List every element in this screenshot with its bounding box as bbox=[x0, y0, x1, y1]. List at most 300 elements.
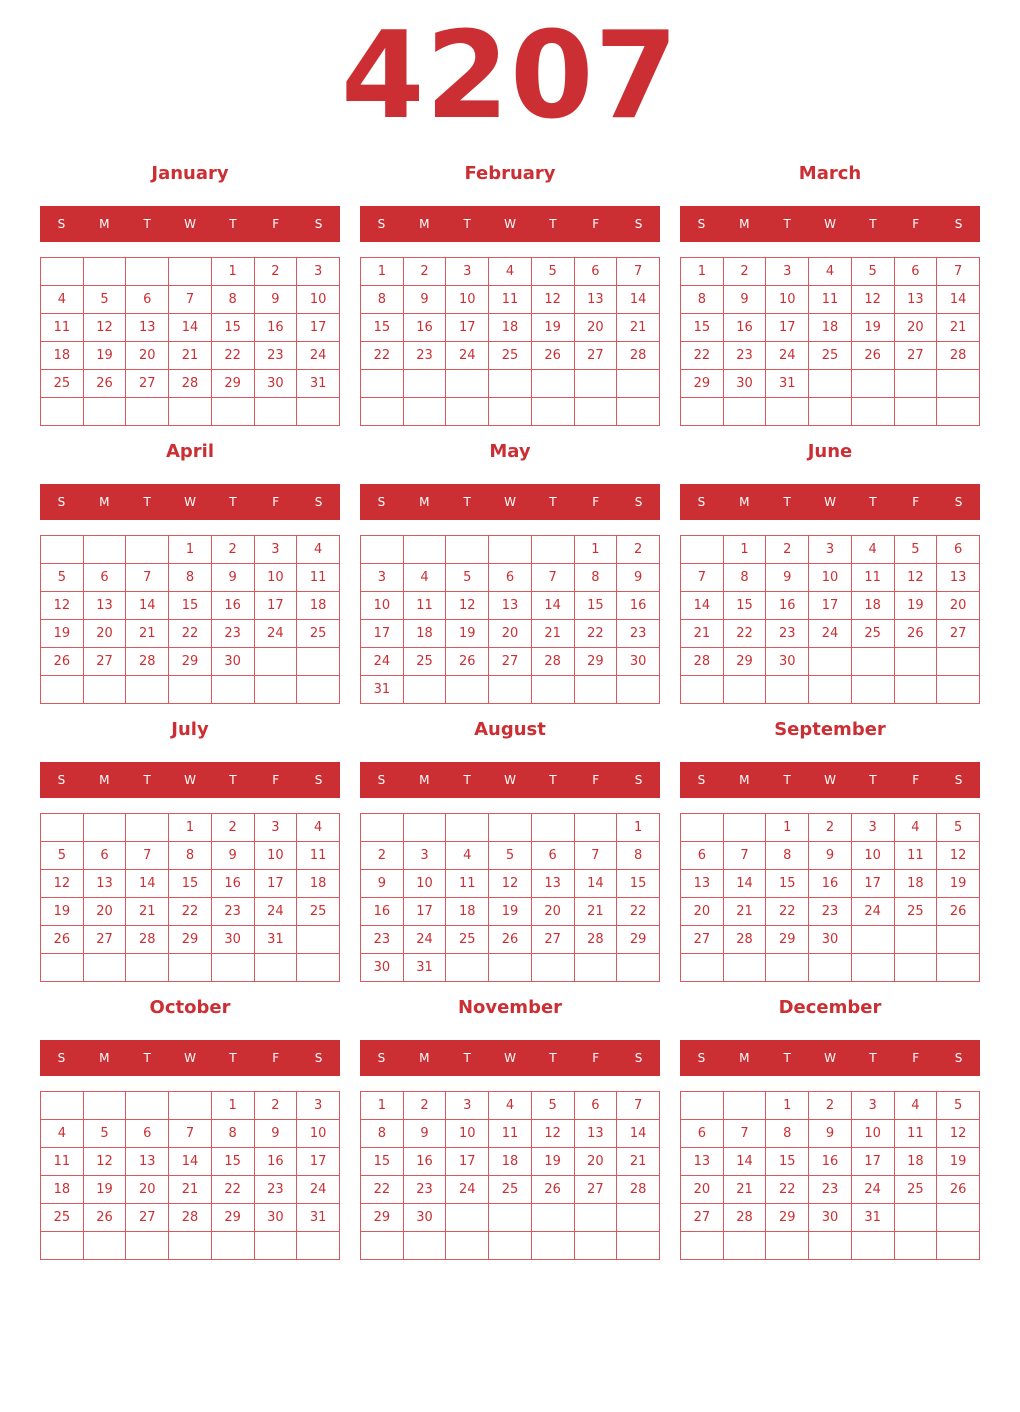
month-day-grid bbox=[360, 535, 660, 704]
month-day-grid bbox=[360, 813, 660, 982]
weekday-label: W bbox=[504, 773, 516, 787]
week-row bbox=[41, 258, 340, 286]
day-cell: 3 bbox=[766, 258, 809, 286]
day-cell: 15 bbox=[617, 870, 660, 898]
weekday-label: F bbox=[912, 495, 920, 509]
day-cell: 23 bbox=[403, 342, 446, 370]
day-cell: 7 bbox=[169, 286, 212, 314]
day-cell: 16 bbox=[211, 870, 254, 898]
weekday-label: T bbox=[549, 1051, 557, 1065]
week-row bbox=[41, 676, 340, 704]
day-cell: 5 bbox=[83, 286, 126, 314]
day-cell: 11 bbox=[851, 564, 894, 592]
day-cell bbox=[83, 398, 126, 426]
day-cell bbox=[681, 1232, 724, 1260]
day-cell: 27 bbox=[574, 1176, 617, 1204]
day-cell: 10 bbox=[809, 564, 852, 592]
weekday-label: F bbox=[912, 217, 920, 231]
day-cell: 22 bbox=[723, 620, 766, 648]
day-cell bbox=[937, 370, 980, 398]
day-cell: 19 bbox=[851, 314, 894, 342]
day-cell: 8 bbox=[211, 286, 254, 314]
weekday-header bbox=[360, 206, 660, 242]
day-cell: 20 bbox=[489, 620, 532, 648]
day-cell: 3 bbox=[254, 814, 297, 842]
day-cell: 24 bbox=[297, 1176, 340, 1204]
day-cell: 17 bbox=[254, 870, 297, 898]
day-cell: 14 bbox=[723, 870, 766, 898]
day-cell bbox=[574, 676, 617, 704]
day-cell: 15 bbox=[211, 1148, 254, 1176]
day-cell bbox=[531, 1232, 574, 1260]
day-cell: 27 bbox=[126, 370, 169, 398]
day-cell: 21 bbox=[531, 620, 574, 648]
day-cell bbox=[489, 370, 532, 398]
weekday-label: T bbox=[869, 773, 877, 787]
day-cell bbox=[894, 676, 937, 704]
week-row bbox=[41, 898, 340, 926]
day-cell: 7 bbox=[617, 1092, 660, 1120]
day-cell: 13 bbox=[489, 592, 532, 620]
day-cell: 18 bbox=[41, 342, 84, 370]
week-row bbox=[681, 1176, 980, 1204]
weekday-label: T bbox=[143, 773, 151, 787]
weekday-label: S bbox=[314, 1051, 323, 1065]
day-cell: 17 bbox=[766, 314, 809, 342]
month-name: December bbox=[778, 997, 882, 1018]
week-row bbox=[41, 1176, 340, 1204]
day-cell: 15 bbox=[211, 314, 254, 342]
day-cell: 7 bbox=[574, 842, 617, 870]
day-cell bbox=[126, 1092, 169, 1120]
day-cell: 16 bbox=[254, 314, 297, 342]
day-cell bbox=[126, 398, 169, 426]
day-cell bbox=[403, 676, 446, 704]
day-cell: 16 bbox=[403, 314, 446, 342]
weekday-label: T bbox=[463, 495, 471, 509]
day-cell: 17 bbox=[851, 1148, 894, 1176]
day-cell: 24 bbox=[297, 342, 340, 370]
day-cell: 7 bbox=[617, 258, 660, 286]
weekday-label: F bbox=[272, 1051, 280, 1065]
day-cell: 22 bbox=[169, 898, 212, 926]
weekday-label: T bbox=[869, 1051, 877, 1065]
day-cell bbox=[489, 1232, 532, 1260]
day-cell: 1 bbox=[169, 814, 212, 842]
day-cell: 28 bbox=[169, 1204, 212, 1232]
weekday-label: W bbox=[824, 217, 836, 231]
week-row bbox=[361, 842, 660, 870]
day-cell: 11 bbox=[809, 286, 852, 314]
day-cell: 26 bbox=[41, 648, 84, 676]
week-row bbox=[41, 342, 340, 370]
day-cell: 19 bbox=[894, 592, 937, 620]
day-cell: 28 bbox=[681, 648, 724, 676]
week-row bbox=[681, 536, 980, 564]
weekday-label: S bbox=[57, 495, 66, 509]
month-day-grid bbox=[680, 813, 980, 982]
day-cell bbox=[531, 398, 574, 426]
weekday-label: W bbox=[504, 1051, 516, 1065]
day-cell: 14 bbox=[617, 286, 660, 314]
weekday-header bbox=[360, 484, 660, 520]
day-cell: 8 bbox=[361, 1120, 404, 1148]
day-cell: 18 bbox=[297, 592, 340, 620]
day-cell bbox=[41, 536, 84, 564]
day-cell bbox=[937, 676, 980, 704]
day-cell: 16 bbox=[211, 592, 254, 620]
day-cell: 17 bbox=[297, 1148, 340, 1176]
day-cell: 4 bbox=[41, 286, 84, 314]
day-cell bbox=[894, 370, 937, 398]
week-row bbox=[681, 314, 980, 342]
day-cell: 3 bbox=[851, 814, 894, 842]
weekday-header bbox=[680, 484, 980, 520]
week-row bbox=[361, 1176, 660, 1204]
month-name: May bbox=[489, 441, 531, 462]
day-cell bbox=[617, 398, 660, 426]
day-cell: 26 bbox=[894, 620, 937, 648]
day-cell: 29 bbox=[169, 926, 212, 954]
day-cell bbox=[531, 814, 574, 842]
day-cell: 30 bbox=[361, 954, 404, 982]
day-cell: 13 bbox=[681, 870, 724, 898]
weekday-label: F bbox=[272, 217, 280, 231]
day-cell: 20 bbox=[681, 898, 724, 926]
day-cell bbox=[723, 814, 766, 842]
day-cell: 19 bbox=[489, 898, 532, 926]
week-row bbox=[681, 898, 980, 926]
weekday-label: S bbox=[377, 773, 386, 787]
day-cell: 4 bbox=[403, 564, 446, 592]
day-cell: 25 bbox=[489, 1176, 532, 1204]
day-cell: 20 bbox=[83, 898, 126, 926]
weekday-label: W bbox=[504, 217, 516, 231]
day-cell: 18 bbox=[446, 898, 489, 926]
weekday-label: S bbox=[697, 1051, 706, 1065]
day-cell: 25 bbox=[446, 926, 489, 954]
day-cell: 9 bbox=[254, 1120, 297, 1148]
day-cell bbox=[851, 1232, 894, 1260]
day-cell: 6 bbox=[126, 286, 169, 314]
day-cell: 22 bbox=[361, 342, 404, 370]
day-cell: 27 bbox=[574, 342, 617, 370]
day-cell: 4 bbox=[894, 1092, 937, 1120]
day-cell: 15 bbox=[766, 1148, 809, 1176]
day-cell bbox=[83, 814, 126, 842]
day-cell: 9 bbox=[723, 286, 766, 314]
week-row bbox=[361, 536, 660, 564]
week-row bbox=[361, 954, 660, 982]
month-name: January bbox=[151, 163, 229, 184]
day-cell bbox=[403, 398, 446, 426]
day-cell: 26 bbox=[937, 1176, 980, 1204]
day-cell: 22 bbox=[617, 898, 660, 926]
weekday-label: W bbox=[824, 773, 836, 787]
day-cell bbox=[851, 648, 894, 676]
weekday-label: W bbox=[184, 773, 196, 787]
day-cell: 8 bbox=[766, 842, 809, 870]
day-cell: 28 bbox=[126, 926, 169, 954]
day-cell: 25 bbox=[851, 620, 894, 648]
day-cell bbox=[254, 676, 297, 704]
day-cell: 21 bbox=[126, 620, 169, 648]
day-cell: 18 bbox=[41, 1176, 84, 1204]
day-cell: 3 bbox=[446, 258, 489, 286]
week-row bbox=[361, 370, 660, 398]
weekday-label: F bbox=[912, 773, 920, 787]
day-cell: 23 bbox=[723, 342, 766, 370]
day-cell bbox=[446, 1204, 489, 1232]
week-row bbox=[361, 926, 660, 954]
day-cell: 13 bbox=[937, 564, 980, 592]
weekday-label: S bbox=[57, 773, 66, 787]
day-cell: 20 bbox=[83, 620, 126, 648]
day-cell: 27 bbox=[894, 342, 937, 370]
day-cell bbox=[851, 676, 894, 704]
day-cell: 9 bbox=[809, 1120, 852, 1148]
day-cell: 4 bbox=[809, 258, 852, 286]
weekday-label: S bbox=[634, 495, 643, 509]
day-cell: 28 bbox=[169, 370, 212, 398]
day-cell bbox=[41, 676, 84, 704]
day-cell bbox=[254, 1232, 297, 1260]
day-cell bbox=[446, 536, 489, 564]
week-row bbox=[681, 870, 980, 898]
day-cell: 16 bbox=[723, 314, 766, 342]
day-cell: 17 bbox=[446, 314, 489, 342]
day-cell: 5 bbox=[531, 258, 574, 286]
day-cell: 11 bbox=[297, 842, 340, 870]
day-cell: 22 bbox=[361, 1176, 404, 1204]
day-cell: 8 bbox=[169, 564, 212, 592]
day-cell: 30 bbox=[809, 926, 852, 954]
day-cell bbox=[489, 398, 532, 426]
calendar-year-title: 4207 bbox=[341, 7, 679, 146]
day-cell: 2 bbox=[809, 1092, 852, 1120]
day-cell bbox=[531, 676, 574, 704]
month-day-grid bbox=[360, 1091, 660, 1260]
day-cell: 14 bbox=[169, 314, 212, 342]
day-cell: 19 bbox=[41, 898, 84, 926]
day-cell bbox=[254, 398, 297, 426]
day-cell bbox=[894, 1204, 937, 1232]
day-cell: 24 bbox=[851, 898, 894, 926]
day-cell: 20 bbox=[937, 592, 980, 620]
month-day-grid bbox=[40, 257, 340, 426]
day-cell: 21 bbox=[169, 342, 212, 370]
day-cell: 1 bbox=[723, 536, 766, 564]
week-row bbox=[41, 536, 340, 564]
day-cell: 9 bbox=[211, 842, 254, 870]
day-cell: 24 bbox=[809, 620, 852, 648]
day-cell: 14 bbox=[169, 1148, 212, 1176]
day-cell bbox=[894, 398, 937, 426]
day-cell: 23 bbox=[211, 898, 254, 926]
day-cell: 29 bbox=[766, 1204, 809, 1232]
day-cell: 18 bbox=[894, 870, 937, 898]
weekday-label: M bbox=[419, 495, 430, 509]
weekday-header bbox=[360, 762, 660, 798]
day-cell bbox=[489, 814, 532, 842]
day-cell bbox=[766, 398, 809, 426]
day-cell: 30 bbox=[617, 648, 660, 676]
weekday-label: S bbox=[954, 773, 963, 787]
day-cell bbox=[254, 954, 297, 982]
day-cell: 31 bbox=[851, 1204, 894, 1232]
day-cell: 12 bbox=[937, 842, 980, 870]
day-cell: 8 bbox=[169, 842, 212, 870]
day-cell: 1 bbox=[617, 814, 660, 842]
week-row bbox=[361, 398, 660, 426]
day-cell bbox=[809, 1232, 852, 1260]
day-cell: 8 bbox=[723, 564, 766, 592]
day-cell: 16 bbox=[403, 1148, 446, 1176]
month-name: June bbox=[807, 441, 853, 462]
day-cell: 23 bbox=[254, 342, 297, 370]
week-row bbox=[681, 592, 980, 620]
weekday-label: M bbox=[739, 773, 750, 787]
day-cell: 27 bbox=[681, 926, 724, 954]
week-row bbox=[681, 1232, 980, 1260]
day-cell: 31 bbox=[766, 370, 809, 398]
day-cell bbox=[211, 1232, 254, 1260]
day-cell bbox=[723, 398, 766, 426]
day-cell bbox=[809, 398, 852, 426]
day-cell bbox=[937, 398, 980, 426]
day-cell: 11 bbox=[403, 592, 446, 620]
day-cell: 18 bbox=[489, 314, 532, 342]
week-row bbox=[41, 398, 340, 426]
day-cell: 5 bbox=[41, 842, 84, 870]
day-cell bbox=[297, 676, 340, 704]
day-cell: 21 bbox=[617, 314, 660, 342]
week-row bbox=[681, 1204, 980, 1232]
day-cell: 21 bbox=[126, 898, 169, 926]
day-cell: 20 bbox=[126, 1176, 169, 1204]
month-day-grid bbox=[40, 813, 340, 982]
day-cell: 3 bbox=[809, 536, 852, 564]
week-row bbox=[681, 676, 980, 704]
day-cell: 16 bbox=[617, 592, 660, 620]
weekday-label: S bbox=[634, 773, 643, 787]
day-cell: 18 bbox=[809, 314, 852, 342]
day-cell: 25 bbox=[41, 370, 84, 398]
day-cell bbox=[361, 398, 404, 426]
day-cell bbox=[361, 1232, 404, 1260]
weekday-header bbox=[40, 484, 340, 520]
day-cell bbox=[531, 370, 574, 398]
weekday-header bbox=[680, 1040, 980, 1076]
weekday-label: S bbox=[697, 495, 706, 509]
day-cell: 30 bbox=[766, 648, 809, 676]
week-row bbox=[361, 1232, 660, 1260]
day-cell: 2 bbox=[766, 536, 809, 564]
week-row bbox=[681, 648, 980, 676]
week-row bbox=[681, 814, 980, 842]
day-cell: 30 bbox=[403, 1204, 446, 1232]
day-cell bbox=[83, 536, 126, 564]
day-cell bbox=[169, 1232, 212, 1260]
day-cell bbox=[361, 814, 404, 842]
day-cell: 13 bbox=[126, 314, 169, 342]
day-cell: 26 bbox=[937, 898, 980, 926]
day-cell: 15 bbox=[361, 1148, 404, 1176]
week-row bbox=[681, 342, 980, 370]
day-cell: 1 bbox=[766, 814, 809, 842]
day-cell: 11 bbox=[41, 1148, 84, 1176]
weekday-label: S bbox=[57, 217, 66, 231]
day-cell: 18 bbox=[894, 1148, 937, 1176]
day-cell: 22 bbox=[766, 1176, 809, 1204]
day-cell: 5 bbox=[489, 842, 532, 870]
weekday-label: S bbox=[377, 1051, 386, 1065]
weekday-label: T bbox=[143, 495, 151, 509]
day-cell: 14 bbox=[126, 592, 169, 620]
day-cell bbox=[403, 370, 446, 398]
weekday-header bbox=[360, 1040, 660, 1076]
day-cell: 10 bbox=[254, 842, 297, 870]
week-row bbox=[681, 1120, 980, 1148]
day-cell: 12 bbox=[531, 1120, 574, 1148]
day-cell: 18 bbox=[489, 1148, 532, 1176]
day-cell: 12 bbox=[531, 286, 574, 314]
day-cell: 23 bbox=[361, 926, 404, 954]
day-cell bbox=[894, 926, 937, 954]
day-cell: 24 bbox=[446, 342, 489, 370]
weekday-label: W bbox=[824, 495, 836, 509]
month-name: September bbox=[774, 719, 886, 740]
day-cell: 26 bbox=[446, 648, 489, 676]
day-cell: 9 bbox=[766, 564, 809, 592]
day-cell: 26 bbox=[531, 1176, 574, 1204]
day-cell: 3 bbox=[254, 536, 297, 564]
week-row bbox=[41, 814, 340, 842]
week-row bbox=[41, 1120, 340, 1148]
week-row bbox=[41, 842, 340, 870]
weekday-label: T bbox=[229, 773, 237, 787]
day-cell: 26 bbox=[531, 342, 574, 370]
day-cell bbox=[937, 1204, 980, 1232]
day-cell: 27 bbox=[937, 620, 980, 648]
month-day-grid bbox=[40, 535, 340, 704]
day-cell bbox=[766, 1232, 809, 1260]
day-cell: 6 bbox=[574, 258, 617, 286]
week-row bbox=[41, 1232, 340, 1260]
day-cell: 27 bbox=[531, 926, 574, 954]
day-cell: 13 bbox=[83, 592, 126, 620]
week-row bbox=[681, 926, 980, 954]
day-cell: 10 bbox=[403, 870, 446, 898]
weekday-label: S bbox=[697, 773, 706, 787]
day-cell: 11 bbox=[894, 842, 937, 870]
day-cell: 7 bbox=[681, 564, 724, 592]
day-cell bbox=[446, 1232, 489, 1260]
day-cell bbox=[126, 1232, 169, 1260]
day-cell bbox=[126, 954, 169, 982]
day-cell bbox=[937, 1232, 980, 1260]
day-cell: 18 bbox=[297, 870, 340, 898]
week-row bbox=[41, 954, 340, 982]
day-cell: 19 bbox=[937, 870, 980, 898]
day-cell bbox=[83, 676, 126, 704]
day-cell: 30 bbox=[723, 370, 766, 398]
day-cell: 13 bbox=[83, 870, 126, 898]
day-cell bbox=[403, 1232, 446, 1260]
day-cell: 3 bbox=[851, 1092, 894, 1120]
day-cell bbox=[489, 676, 532, 704]
week-row bbox=[41, 870, 340, 898]
